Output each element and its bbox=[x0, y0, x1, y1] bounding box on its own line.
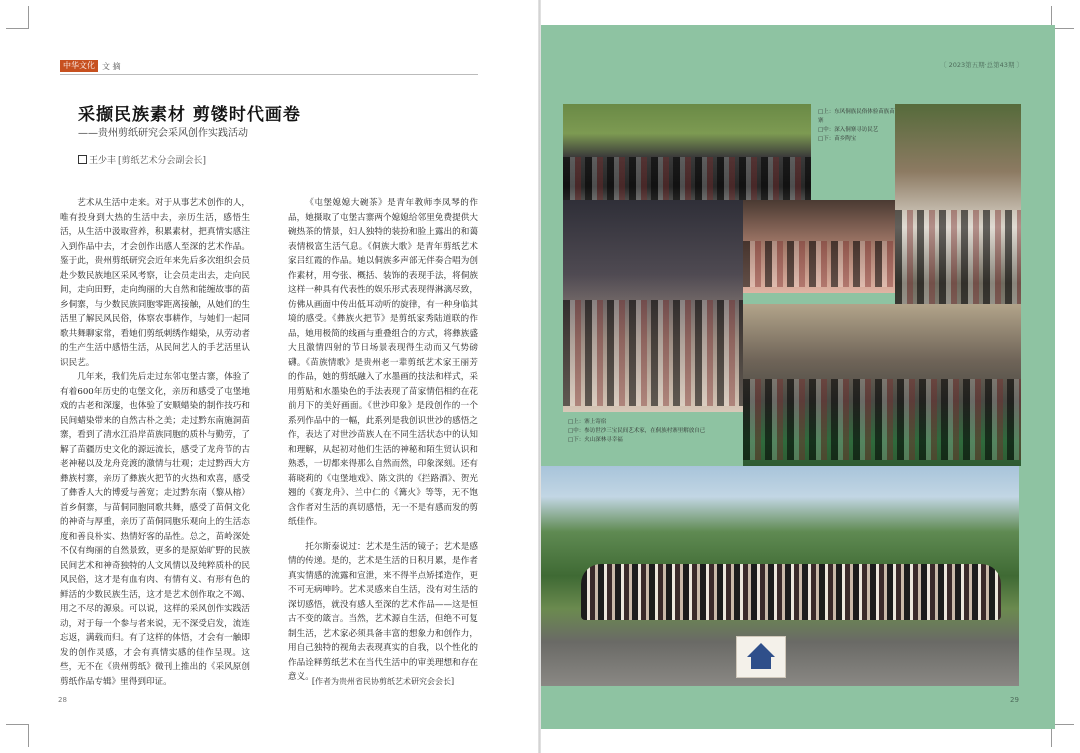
text-column-1 bbox=[60, 196, 250, 689]
caption-line: □中：参访世沙三宝民间艺术家，在侗族村寨里解放自已 bbox=[568, 428, 706, 434]
square-icon bbox=[78, 155, 87, 164]
page-number-left: 28 bbox=[58, 696, 67, 704]
article-title: 采撷民族素材 剪镂时代画卷 bbox=[78, 105, 301, 125]
paragraph: 艺术从生活中走来。对于从事艺术创作的人，唯有投身到大热的生活中去，亲历生活，感悟生活，从生活中汲取营养，积累素材，把真情实感注入到作品中去，才会创作出感人至深的艺术作品。鉴于此，贵州剪纸研究会近年来先后多次组织会员赴少数民族地区采风考察，让会员走出去，走向民间，走向田野，走向绚丽的大自然和能缠故事的苗乡侗寨，与少数民族同胞零距离接触，从她们的生活里了解民风民俗，体察农事耕作，与她们一起同歌共舞聊家常，看她们剪纸刺绣作蜡染，从劳动者的生产生活中感悟生活，从民间艺人的手艺活里认识民艺。 bbox=[60, 198, 250, 368]
caption-bottom bbox=[568, 418, 738, 445]
byline bbox=[78, 153, 206, 166]
article-subtitle: ——贵州剪纸研究会采风创作实践活动 bbox=[78, 128, 248, 139]
banner-sign bbox=[736, 636, 786, 678]
caption-line: □下：火山深林寻幸福 bbox=[568, 437, 623, 443]
crop-mark bbox=[6, 6, 29, 29]
photo-workshop bbox=[743, 200, 895, 293]
paragraph: 几年来，我们先后走过东邻屯堡古寨，体验了有着600年历史的屯堡文化，亲历和感受了屯堡地戏的古老和深邃，也体验了安顺蜡染的制作技巧和民间蜡染带来的自然古朴之美；走过黔东南施洞苗寨，看到了清水江沿岸苗族同胞的质朴与勤劳，了解了苗疆历史文化的源远流长，感受了龙舟节的古老神秘以及龙舟竞渡的激情与壮观；走过黔西大方彝族村寨，亲历了彝族火把节的火热和欢喜，感受了彝香人大的博爱与善宽；走过黔东南（黎从榕）首乡侗寨，与苗侗同胞同歌共舞，感受了苗侗文化的神奇与厚重，亲历了苗侗同胞乐观向上的生活态度和善良朴实、热情好客的品性。总之，苗岭深处不仅有绚丽的自然景致，更多的是原始旷野的民族民间艺术和神奇独特的人文风情以及纯粹质朴的民风民俗，这才是有血有肉、有情有义、有形有色的鲜活的少数民族生活，这才是艺术创作取之不竭、用之不尽的源泉。可以说，这样的采风创作实践活动，对于每一个参与者来说，无不深受启发，流连忘返，满载而归。有了这样的体悟，才会有一触即发的创作灵感，才会有真情实感的佳作呈现。这些，无不在《贵州剪纸》微刊上推出的《采风原创剪纸作品专辑》里得到印证。 bbox=[60, 372, 250, 687]
house-base bbox=[751, 657, 771, 669]
author-role: [剪纸艺术分会副会长] bbox=[118, 156, 207, 166]
paragraph: 《屯堡媳媳大碗茶》是青年教师李凤琴的作品，她摄取了屯堡古寨两个媳媳给邻里免费提供大碗热茶的情景，妇人独特的装扮和脸上露出的和蔼表情极富生活气息。《侗族大歌》是青年剪纸艺术家吕红霞的作品。她以侗族多声部无伴奏合唱为创作素材，用夸张、概括、装饰的表现手法，将侗族这样一种具有代表性的娱乐形式表现得淋漓尽致，仿佛从画面中传出低耳动听的旋律，有一种身临其境的感受。《彝族火把节》是剪纸家秀陆道联的作品，她用极简的线画与重叠组合的方式，将彝族盛大且激情四射的节日场景表现得生动而又气势磅礴。《苗族情歌》是贵州老一辈剪纸艺术家王丽芳的作品，她的剪纸融入了水墨画的技法和样式，采用剪贴和水墨染色的手法表现了苗家情侣相约在花前月下的美好画面。《世沙印象》是段创作的一个系列作品中的一幅，此系列是我创识世沙的感悟之作，表达了对世沙苗族人在不同生活状态中的认知和理解，从起初对他们生活的神秘和陌生贸认识和熟悉，一切都来得那么自然而然，印象深刻。还有蒋晓莉的《屯堡地戏》、陈文洪的《拦路酒》、贺光翘的《赛龙舟》、兰中仁的《篝火》等等，无不饱含作者对生活的真切感悟，无一不是有感而发的剪纸佳作。 bbox=[288, 198, 478, 527]
text-column-2 bbox=[288, 196, 478, 685]
caption-line: □上：寨上寄宿 bbox=[568, 419, 607, 425]
masthead bbox=[60, 60, 121, 72]
people-silhouettes bbox=[563, 300, 743, 406]
house-icon bbox=[747, 643, 775, 657]
issue-header: 〔 2023第五期·总第43期 〕 bbox=[940, 61, 1024, 69]
page-number-right: 29 bbox=[1010, 696, 1019, 704]
paragraph: 托尔斯泰说过：艺术是生活的镜子；艺术是感情的传递。是的，艺术是生活的日积月累，是作者真实情感的流露和宣泄，来不得半点矫揉造作，更不可无病呻吟。艺术灵感来自生活，没有对生活的深切感悟，就没有感人至深的艺术作品——这是恒古不变的箴言。当然，艺术源自生活，但绝不可复制生活，艺术家必须具备丰富的想象力和创作力，用自己独特的视角去表现真实的自我，以个性化的作品诠释剪纸艺术在当代生活中的审美理想和存在意义。 bbox=[288, 541, 478, 682]
magazine-logo: 中华文化 bbox=[60, 60, 98, 72]
author-name: 王少丰 bbox=[89, 156, 117, 166]
photo-village-path bbox=[895, 104, 1021, 328]
group-crowd bbox=[581, 564, 1001, 620]
section-label: 文 摘 bbox=[102, 61, 121, 71]
photo-artist-visit bbox=[743, 304, 1021, 466]
caption-line: □上：东风侗族民俗体验苗族苗寨 bbox=[818, 109, 895, 124]
author-footnote: [作者为贵州省民协剪纸艺术研究会会长] bbox=[311, 677, 455, 686]
caption-line: □中：深入侗寨寻访民艺 bbox=[818, 127, 879, 133]
photo-embroidery-shop bbox=[563, 200, 743, 412]
people-silhouettes bbox=[743, 379, 1021, 460]
people-silhouettes bbox=[743, 241, 895, 288]
crop-mark bbox=[6, 724, 29, 747]
caption-line: □下：苗乡陶宝 bbox=[818, 136, 857, 142]
caption-top bbox=[818, 108, 898, 144]
divider bbox=[60, 74, 478, 75]
